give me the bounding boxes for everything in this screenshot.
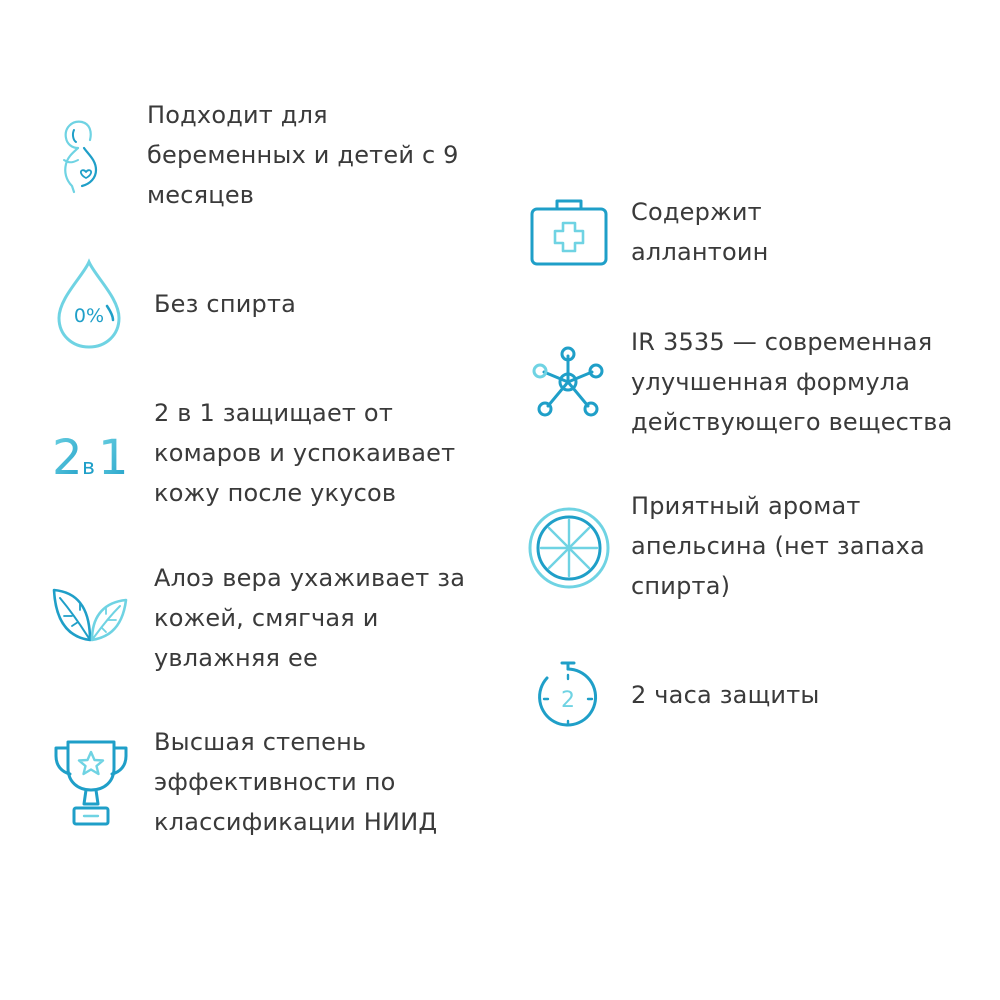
feature-text: Подходит для беременных и детей с 9 месяцев: [147, 101, 459, 209]
feature-text: 2 в 1 защищает от комаров и успокаивает кожу после укусов: [154, 399, 456, 507]
feature-text: Алоэ вера ухаживает за кожей, смягчая и увлажняя ее: [154, 564, 466, 672]
feature-text: Приятный аромат апельсина (нет запаха спирта): [631, 492, 925, 600]
drop-label: 0%: [73, 305, 105, 327]
feature-text: Без спирта: [154, 290, 297, 318]
first-aid-kit-icon: [529, 195, 609, 267]
two-in-one-small-v: в: [82, 455, 95, 480]
feature-text: 2 часа защиты: [631, 681, 820, 709]
two-in-one-big-1: 1: [98, 430, 129, 482]
feature-text: IR 3535 — современная улучшенная формула действующего вещества: [631, 328, 953, 436]
feature-text: Высшая степень эффективности по классификации НИИД: [154, 728, 438, 836]
orange-slice-icon: [527, 506, 611, 590]
leaves-icon: [50, 584, 130, 644]
two-in-one-icon: [52, 426, 132, 482]
timer-label: 2: [561, 688, 575, 713]
pregnant-woman-icon: [52, 116, 108, 196]
two-in-one-big-2: 2: [52, 430, 83, 482]
molecule-icon: [530, 346, 606, 418]
drop-zero-percent-icon: [53, 258, 125, 352]
trophy-star-icon: [52, 738, 130, 828]
feature-text: Содержит аллантоин: [631, 198, 769, 266]
timer-icon: [533, 659, 603, 731]
